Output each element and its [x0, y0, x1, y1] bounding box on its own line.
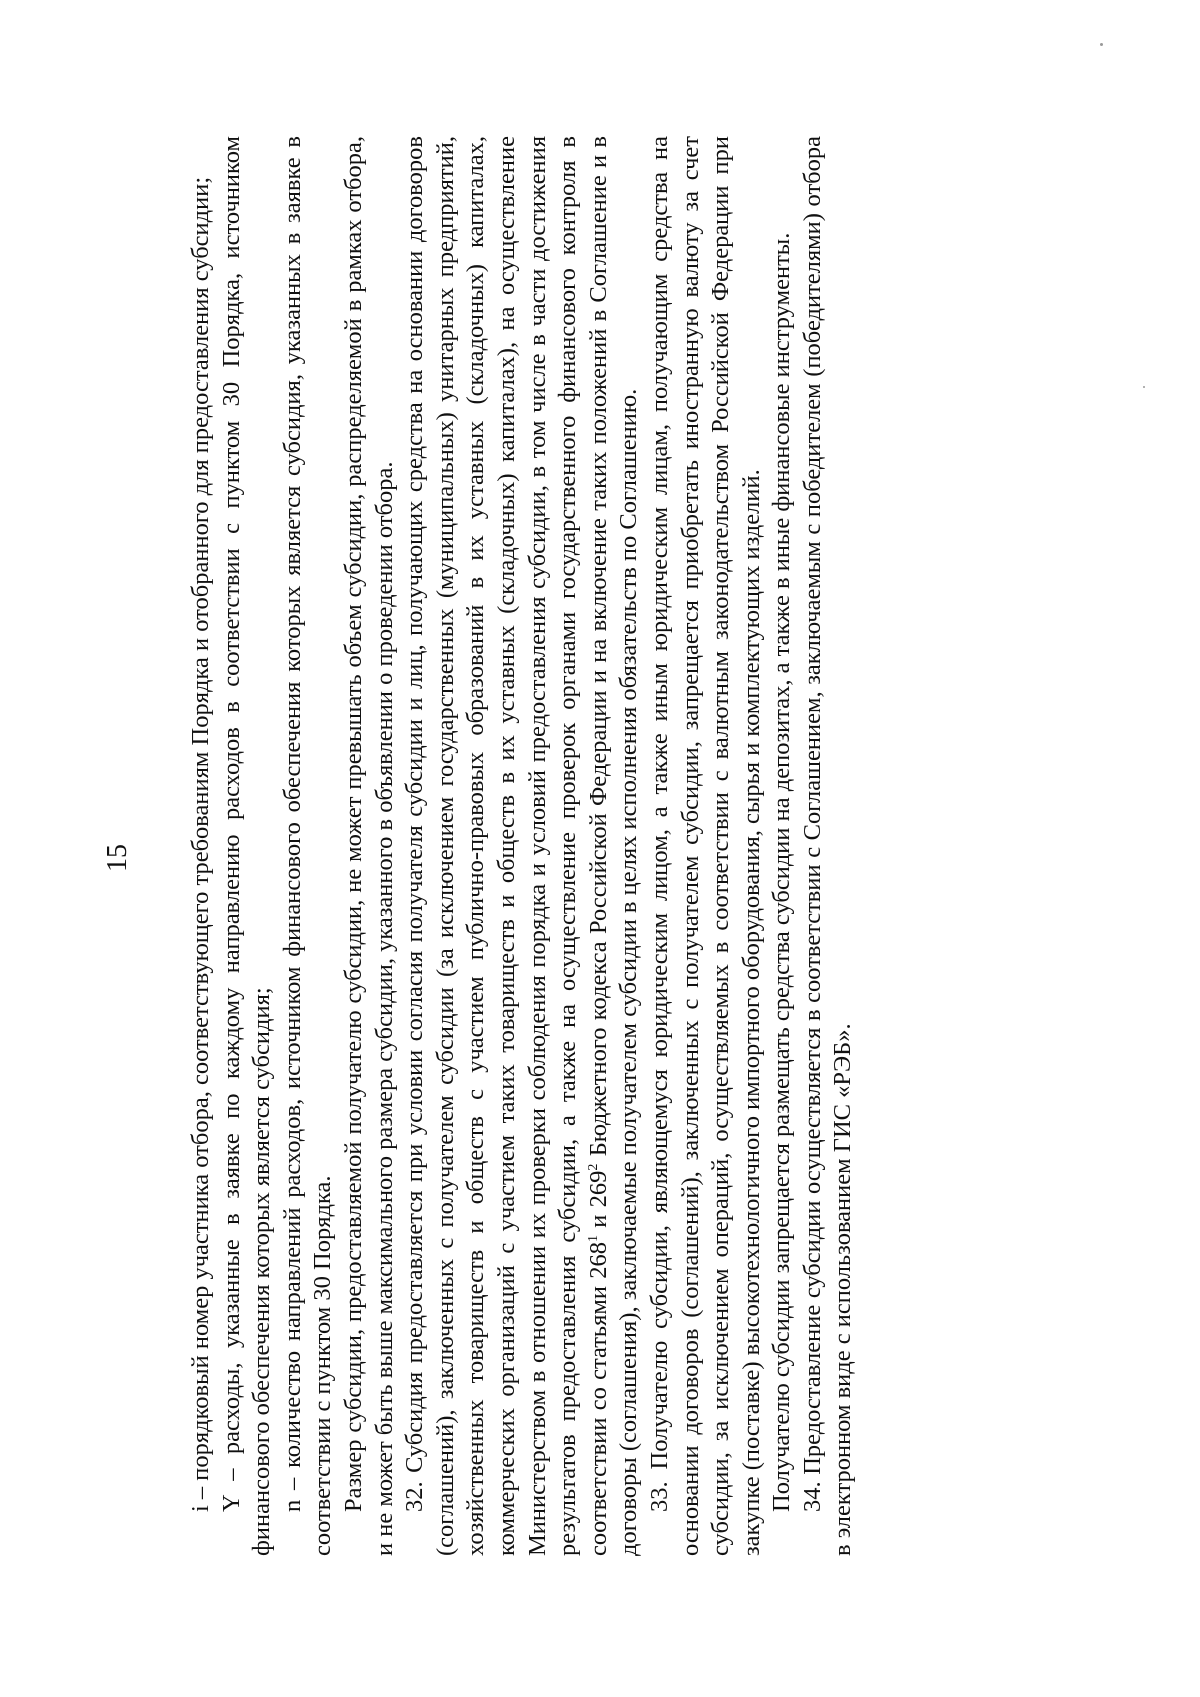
paragraph-clause-34: 34. Предоставление субсидии осуществляется в соответствии с Соглашением, заключаемым с победителем (победителями) отбора в электронном виде с использованием ГИС «РЭБ».: [798, 136, 857, 1556]
page-number: 15: [102, 844, 133, 872]
clause-32-superscript-1: 1: [585, 1234, 601, 1242]
scan-speck: [1143, 386, 1145, 388]
paragraph-formula-y: Y – расходы, указанные в заявке по каждому направлению расходов в соответствии с пунктом 30 Порядка, источником финансового обеспечения которых является субсидия;: [217, 136, 276, 1556]
paragraph-deposits: Получателю субсидии запрещается размещать средства субсидии на депозитах, а также в иные финансовые инструменты.: [768, 232, 796, 1512]
document-body: [186, 136, 859, 1556]
clause-32-text-a: 32. Субсидия предоставляется при условии согласия получателя субсидии и лиц, получающих средства на основании договоров (соглашений), заключенных с получателем субсидии (за исключением государственных (муниципальных) унитарных предприятий, хозяйственных товариществ и обществ с участием публично-правовых образований в их уставных (складочных) капиталах, коммерческих организаций с участием таких товариществ и обществ в их уставных (складочных) капиталах), на осуществление Министерством в отношении их проверки соблюдения порядка и условий предоставления субсидии, в том числе в части достижения результатов предоставления субсидии, а также на осуществление проверок органами государственного финансового контроля в соответствии со статьями 268: [401, 136, 612, 1556]
paragraph-clause-33: 33. Получателю субсидии, являющемуся юридическим лицом, а также иным юридическим лицам, получающим средства на основании договоров (соглашений), заключенных с получателем субсидии, запрещается приобретать иностранную валюту за счет субсидии, за исключением операций, осуществляемых в соответствии с валютным законодательством Российской Федерации при закупке (поставке) высокотехнологичного импортного оборудования, сырья и комплектующих изделий.: [645, 136, 765, 1556]
paragraph-formula-n: n – количество направлений расходов, источником финансового обеспечения которых является субсидия, указанных в заявке в соответствии с пунктом 30 Порядка.: [278, 136, 337, 1556]
clause-32-text-b: и 269: [584, 1170, 612, 1235]
paragraph-formula-i: i – порядковый номер участника отбора, соответствующего требованиям Порядка и отобранного для предоставления субсидии;: [187, 176, 214, 1512]
paragraph-subsidy-size: Размер субсидии, предоставляемой получателю субсидии, не может превышать объем субсидии, распределяемой в рамках отбора, и не может быть выше максимального размера субсидии, указанного в объявлении о проведении отбора.: [339, 136, 398, 1556]
clause-32-text-c: Бюджетного кодекса Российской Федерации и на включение таких положений в Соглашение и в договоры (соглашения), заключаемые получателем субсидии в целях исполнения обязательств по Соглашению.: [584, 136, 643, 1556]
clause-32-superscript-2: 2: [585, 1163, 601, 1171]
rotated-page-content: [186, 136, 1066, 1556]
scan-speck: [1100, 43, 1103, 46]
paragraph-clause-32: [400, 136, 645, 1556]
